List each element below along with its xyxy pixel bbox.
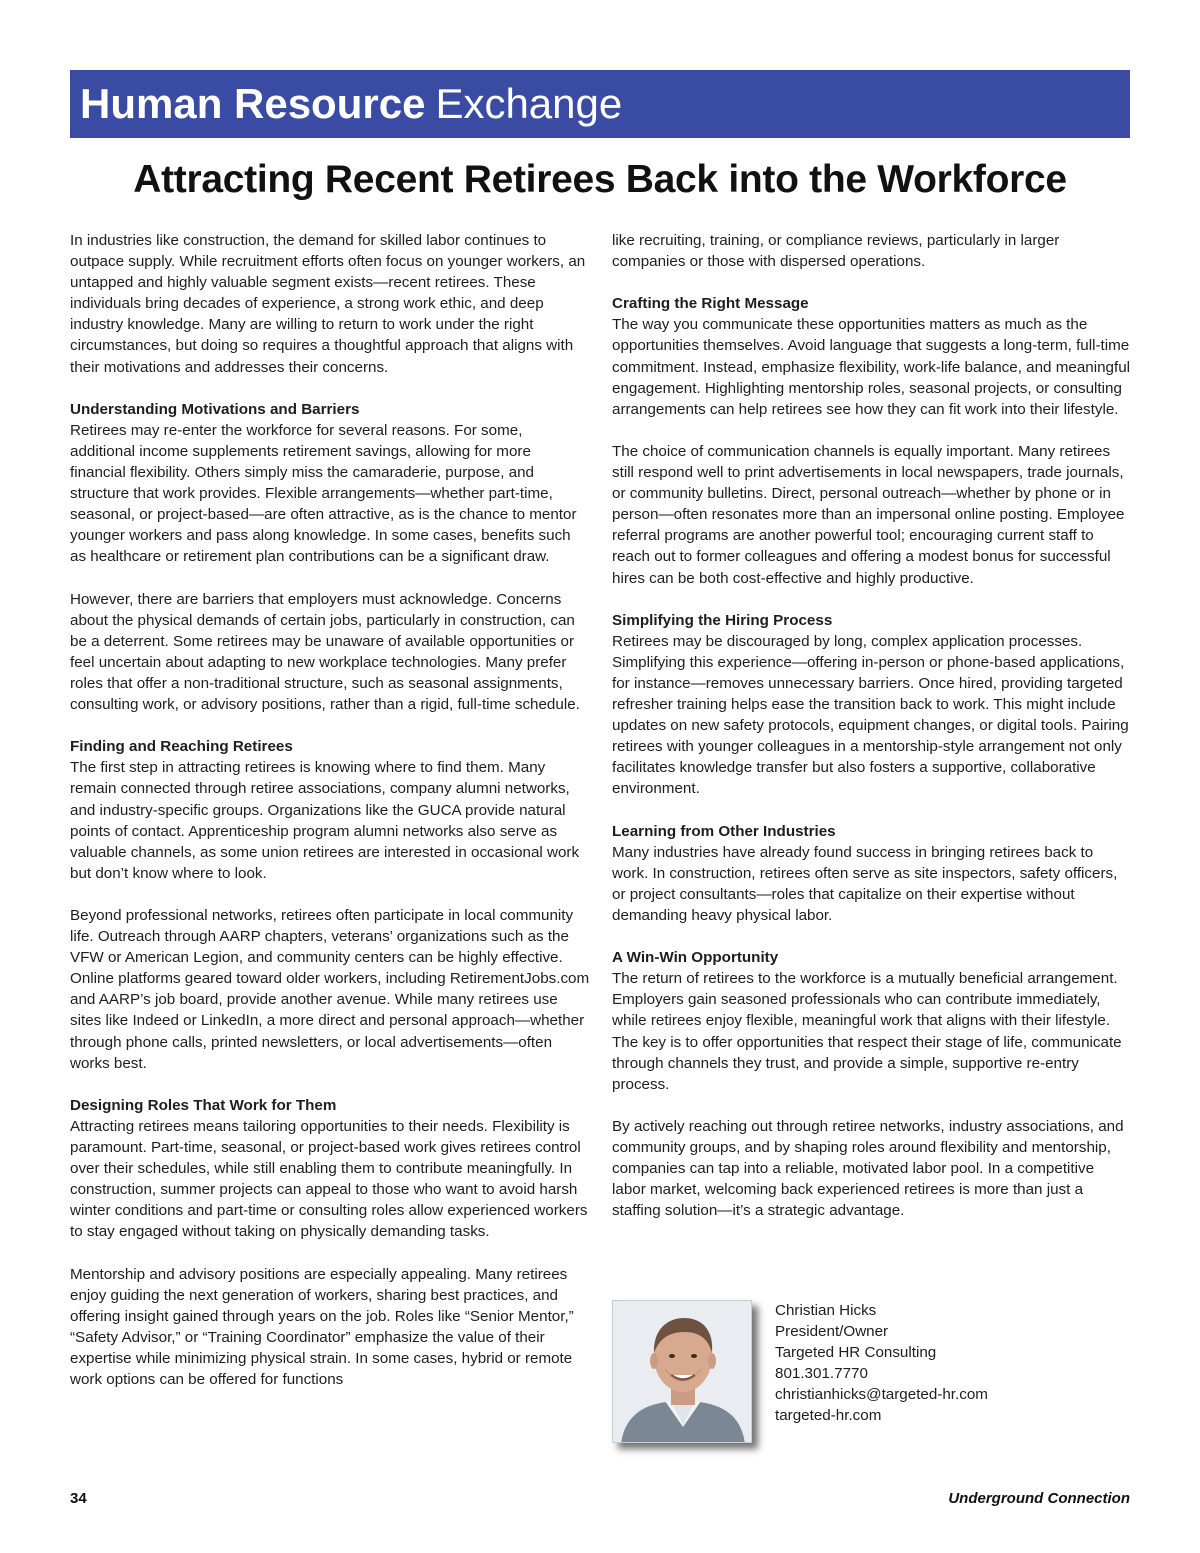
section-heading: A Win-Win Opportunity [612, 949, 779, 967]
paragraph: The first step in attracting retirees is knowing where to find them. Many remain connected through retiree associations, company alumni networks, and industry-specific groups. Organizations like the GUCA provide natural points of contact. Apprenticeship program alumni networks also serve as valuable channels, as some union retirees are interested in occasional work but don’t know where to look. [70, 759, 580, 882]
paragraph: However, there are barriers that employers must acknowledge. Concerns about the physical demands of certain jobs, particularly in construction, can be a deterrent. Some retirees may be unaware of available opportunities or feel uncertain about adapting to new workplace technologies. Many prefer roles that offer a non-traditional structure, such as seasonal assignments, consulting work, or advisory positions, rather than a rigid, full-time schedule. [70, 590, 580, 714]
paragraph: The way you communicate these opportunities matters as much as the opportunities themselves. Avoid language that suggests a long-term, full-time commitment. Instead, emphasize flexibility, work-life balance, and meaningful engagement. Highlighting mentorship roles, seasonal projects, or consulting arrangements can help retirees see how they can fit work into their lifestyle. [612, 316, 1131, 418]
page-number: 34 [70, 1490, 87, 1507]
author-email: christianhicks@targeted-hr.com [775, 1386, 988, 1404]
section-banner [70, 70, 1130, 138]
paragraph: Retirees may re-enter the workforce for several reasons. For some, additional income supplements retirement savings, allowing for more financial flexibility. Others simply miss the camaraderie, purpose, and structure that work provides. Flexible arrangements—whether part-time, seasonal, or project-based—are often attractive, as is the chance to mentor younger workers and pass along knowledge. In some cases, benefits such as healthcare or retirement plan contributions can be a significant draw. [70, 421, 577, 566]
paragraph: Retirees may be discouraged by long, complex application processes. Simplifying this experience—offering in-person or phone-based applications, for instance—removes unnecessary barriers. Once hired, providing targeted refresher training helps ease the transition back to work. This might include updates on new safety protocols, equipment changes, or digital tools. Pairing retirees with younger colleagues in a mentorship-style arrangement not only facilitates knowledge transfer but also fosters a supportive, collaborative environment. [612, 632, 1129, 798]
section-heading: Understanding Motivations and Barriers [70, 400, 360, 418]
section-heading: Crafting the Right Message [612, 295, 809, 313]
paragraph: The return of retirees to the workforce is a mutually beneficial arrangement. Employers gain seasoned professionals who can contribute immediately, while retirees enjoy flexible, meaningful work that aligns with their lifestyle. The key is to offer opportunities that respect their stage of life, communicate through channels they trust, and provide a simple, supportive re-entry process. [612, 970, 1122, 1093]
left-column [70, 230, 590, 1390]
paragraph: Mentorship and advisory positions are especially appealing. Many retirees enjoy guiding the next generation of workers, sharing best practices, and offering insight gained through years on the job. Roles like “Senior Mentor,” “Safety Advisor,” or “Training Coordinator” emphasize the value of their expertise while minimizing physical strain. In some cases, hybrid or remote work options can be offered for functions [70, 1265, 574, 1389]
paragraph: By actively reaching out through retiree networks, industry associations, and community groups, and by shaping roles around flexibility and mentorship, companies can tap into a reliable, motivated labor pool. In a competitive labor market, welcoming back experienced retirees is more than just a staffing solution—it’s a strategic advantage. [612, 1117, 1124, 1220]
banner-title-light: Exchange [435, 80, 623, 127]
magazine-name: Underground Connection [948, 1490, 1130, 1507]
paragraph: In industries like construction, the demand for skilled labor continues to outpace supply. While recruitment efforts often focus on younger workers, an untapped and highly valuable segment exists—recent retirees. These individuals bring decades of experience, a strong work ethic, and deep industry knowledge. Many are willing to return to work under the right circumstances, but doing so requires a thoughtful approach that aligns with their motivations and addresses their concerns. [70, 232, 586, 376]
section-heading: Learning from Other Industries [612, 822, 836, 840]
right-column [612, 230, 1132, 1221]
author-block [612, 1300, 1132, 1500]
banner-title-strong: Human Resource [80, 80, 426, 127]
author-name: Christian Hicks [775, 1302, 877, 1319]
author-title: President/Owner [775, 1323, 889, 1341]
paragraph: Attracting retirees means tailoring opportunities to their needs. Flexibility is paramount. Part-time, seasonal, or project-based work gives retirees control over their schedules, while still enabling them to contribute meaningfully. In construction, summer projects can appeal to those who want to avoid harsh winter conditions and part-time or consulting roles allow experienced workers to stay engaged without taking on physically demanding tasks. [70, 1117, 588, 1241]
author-company: Targeted HR Consulting [775, 1344, 937, 1362]
paragraph: like recruiting, training, or compliance reviews, particularly in larger companies or those with dispersed operations. [612, 232, 1060, 271]
author-phone: 801.301.7770 [775, 1365, 868, 1383]
paragraph: Beyond professional networks, retirees often participate in local community life. Outreach through AARP chapters, veterans’ organizations such as the VFW or American Legion, and community centers can be highly effective. Online platforms geared toward older workers, including RetirementJobs.com and AARP’s job board, provide another avenue. While many retirees use sites like Indeed or LinkedIn, a more direct and personal approach—whether through phone calls, printed newsletters, or local advertisements—often works best. [70, 907, 590, 1072]
author-website: targeted-hr.com [775, 1407, 882, 1425]
section-heading: Simplifying the Hiring Process [612, 611, 833, 629]
author-photo [612, 1300, 752, 1443]
article-headline: Attracting Recent Retirees Back into the Workforce [133, 158, 1067, 201]
section-heading: Designing Roles That Work for Them [70, 1096, 337, 1114]
section-heading: Finding and Reaching Retirees [70, 738, 293, 756]
paragraph: The choice of communication channels is equally important. Many retirees still respond well to print advertisements in local newspapers, trade journals, or community bulletins. Direct, personal outreach—whether by phone or in person—often resonates more than an impersonal online posting. Employee referral programs are another powerful tool; encouraging current staff to reach out to former colleagues and offering a modest bonus for successful hires can be both cost-effective and highly productive. [612, 442, 1125, 587]
author-contact [775, 1300, 988, 1427]
paragraph: Many industries have already found success in bringing retirees back to work. In construction, retirees often serve as site inspectors, safety officers, or project consultants—roles that capitalize on their expertise without demanding heavy physical labor. [612, 843, 1118, 924]
author-portrait-icon [613, 1301, 752, 1443]
